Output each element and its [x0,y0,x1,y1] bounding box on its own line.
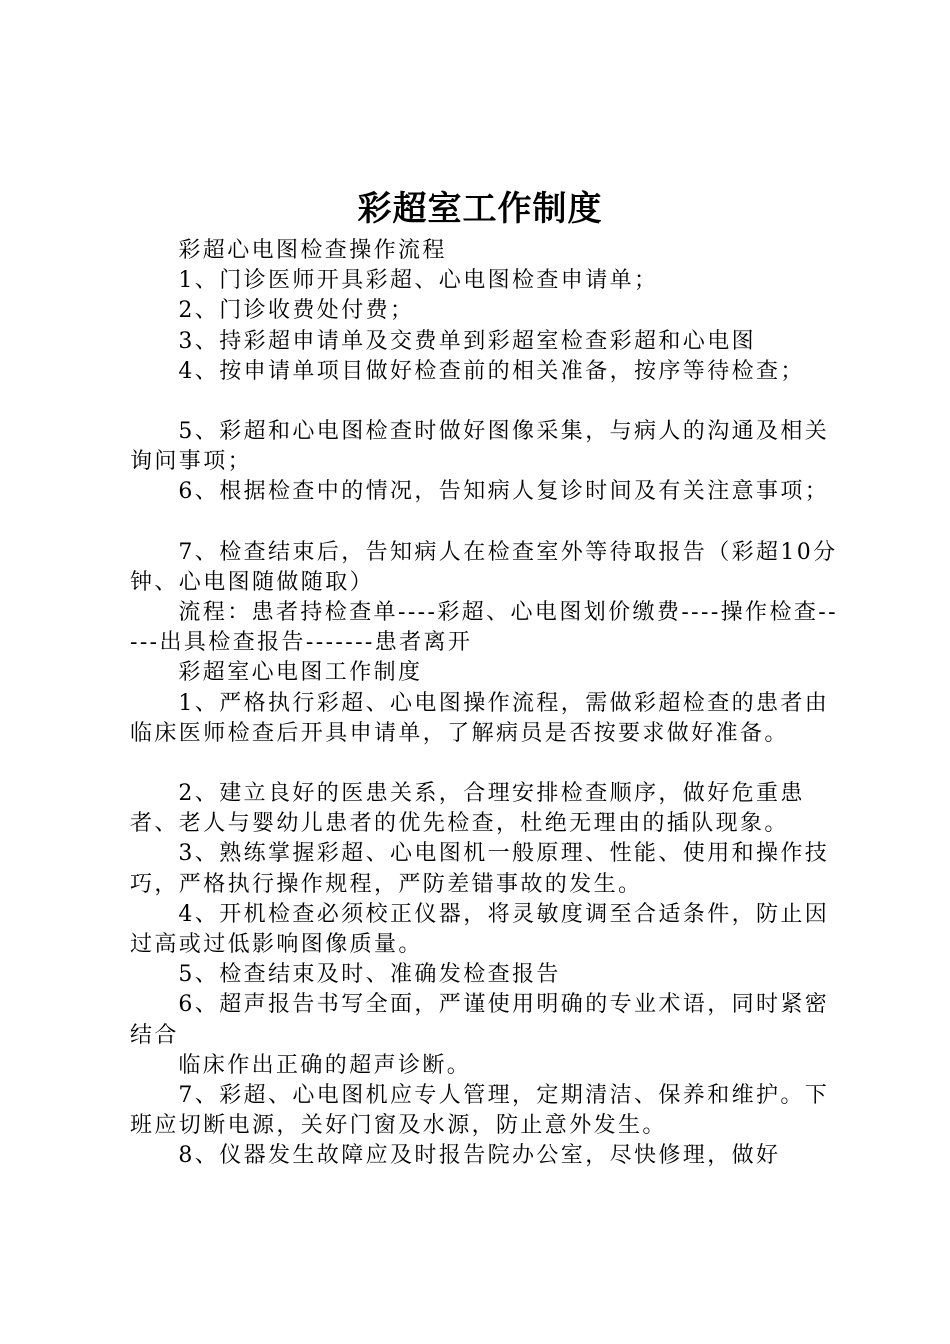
procedure-step-7: 7、检查结束后，告知病人在检查室外等待取报告（彩超10分钟、心电图随做随取） [130,539,838,595]
rule-5: 5、检查结束及时、准确发检查报告 [178,962,561,988]
procedure-step-4: 4、按申请单项目做好检查前的相关准备，按序等待检查； [178,358,805,384]
document-body [130,236,842,1172]
rule-6: 6、超声报告书写全面，严谨使用明确的专业术语，同时紧密结合 [130,992,830,1048]
section-heading-rules: 彩超室心电图工作制度 [178,660,423,686]
procedure-step-1: 1、门诊医师开具彩超、心电图检查申请单； [178,268,659,294]
procedure-step-2: 2、门诊收费处付费； [178,298,415,324]
procedure-step-5: 5、彩超和心电图检查时做好图像采集，与病人的沟通及相关询问事项； [130,419,830,475]
rule-4: 4、开机检查必须校正仪器，将灵敏度调至合适条件，防止因过高或过低影响图像质量。 [130,901,830,958]
rule-2: 2、建立良好的医患关系，合理安排检查顺序，做好危重患者、老人与婴幼儿患者的优先检查，杜绝无理由的插队现象。 [130,781,805,837]
procedure-step-6: 6、根据检查中的情况，告知病人复诊时间及有关注意事项； [178,479,830,505]
document-title: 彩超室工作制度 [357,189,603,229]
procedure-flow: 流程：患者持检查单----彩超、心电图划价缴费----操作检查-----出具检查报告-------患者离开 [130,600,838,656]
procedure-step-3: 3、持彩超申请单及交费单到彩超室检查彩超和心电图 [178,328,756,354]
rule-7: 7、彩超、心电图机应专人管理，定期清洁、保养和维护。下班应切断电源，关好门窗及水源，防止意外发生。 [130,1083,830,1139]
rule-6-continued: 临床作出正确的超声诊断。 [178,1052,472,1078]
section-heading-procedure: 彩超心电图检查操作流程 [178,238,447,263]
rule-3: 3、熟练掌握彩超、心电图机一般原理、性能、使用和操作技巧，严格执行操作规程，严防差错事故的发生。 [130,841,830,897]
rule-1: 1、严格执行彩超、心电图操作流程，需做彩超检查的患者由临床医师检查后开具申请单，了解病员是否按要求做好准备。 [130,690,830,746]
rule-8: 8、仪器发生故障应及时报告院办公室，尽快修理，做好 [178,1143,781,1169]
